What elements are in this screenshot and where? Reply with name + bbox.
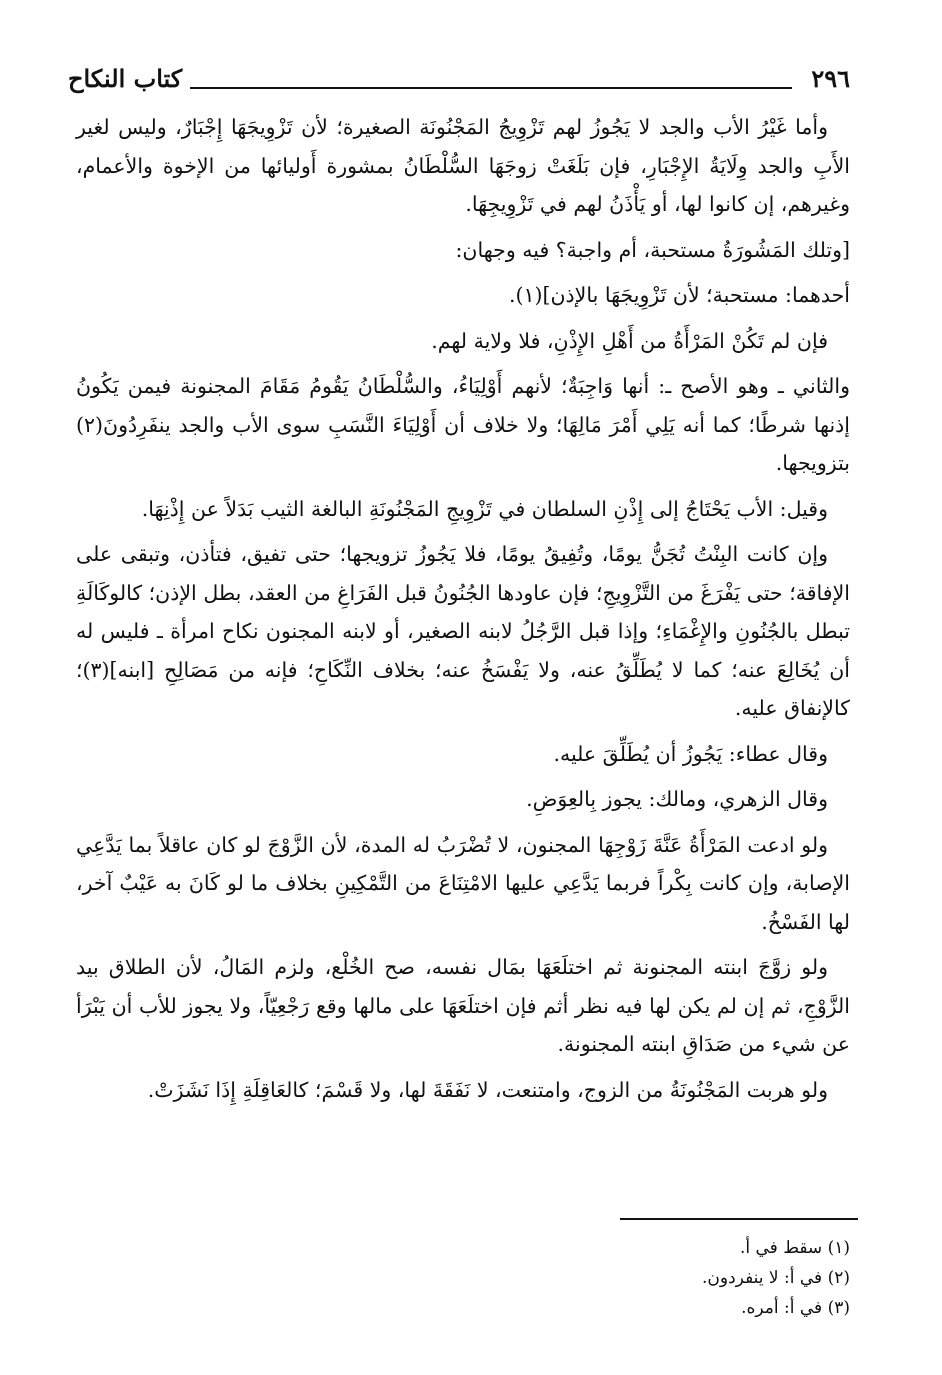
paragraph: ولو ادعت المَرْأَةُ عَنَّةَ زَوْجِهَا المجنون، لا تُضْرَبُ له المدة، لأن الزَّوْجَ لو كان عاقلاً بما يَدَّعِي الإصابة، وإن كانت بِكْراً فربما يَدَّعِي عليها الامْتِنَاعَ من التَّمْكِينِ بخلاف ما لو كَانَ به عَيْبٌ آخر، لها الفَسْخُ. (76, 832, 850, 934)
paragraph: وأما غَيْرُ الأب والجد لا يَجُوزُ لهم تَزْوِيجُ المَجْنُونَة الصغيرة؛ لأن تَزْوِيجَهَا إِجْبَارٌ، وليس لغير الأَبِ والجد وِلَايَةُ الإِجْبَارِ، فإن بَلَغَتْ زوجَهَا السُّلْطَانُ بمشورة أَوليائها من الإخوة والأعمام، وغيرهم، إن كانوا لها، أو يَأْذَنُ لهم في تَزْوِيجِهَا. (76, 115, 850, 216)
paragraph: وقال عطاء: يَجُوزُ أن يُطَلِّقَ عليه. (553, 741, 828, 766)
header-rule (190, 87, 792, 89)
book-title: كتاب النكاح (68, 63, 183, 93)
paragraph: وإن كانت البِنْتُ تُجَنُّ يومًا، وتُفِيقُ يومًا، فلا يَجُوزُ تزويجها؛ حتى تفيق، فتأذن، وتبقى على الإفاقة؛ حتى يَفْرَغَ من التَّزْوِيجِ؛ فإن عاودها الجُنُونُ قبل الفَرَاغِ من العقد، بطل الإذن؛ كالوكَالَةِ تبطل بالجُنُونِ والإِغْمَاءِ؛ وإذا قبل الرَّجُلُ لابنه الصغير، أو لابنه المجنون نكاح امرأة ـ فليس له أن يُخَالِعَ عنه؛ كما لا يُطَلِّقُ عنه، ولا يَفْسَخُ عنه؛ بخلاف النِّكَاحِ؛ فإنه من مَصَالِحِ [ابنه](٣)؛ كالإنفاق عليه. (76, 542, 850, 720)
footnote-rule (620, 1218, 858, 1220)
paragraph: وقال الزهري، ومالك: يجوز بِالعِوَضِ. (526, 787, 828, 811)
page-number: ٢٩٦ (811, 63, 850, 93)
paragraph: وقيل: الأب يَحْتَاجُ إلى إِذْنِ السلطان في تَزْوِيجِ المَجْنُونَةِ البالغة الثيب بَدَلاً عن إِذْنِهَا. (141, 496, 828, 521)
main-text (76, 108, 850, 1116)
footnote: (٢) في أ: لا ينفردون. (702, 1268, 850, 1288)
footnote: (١) سقط في أ. (739, 1238, 850, 1258)
paragraph: [وتلك المَشُورَةُ مستحبة، أم واجبة؟ فيه وجهان: (455, 237, 850, 262)
running-header (68, 58, 850, 98)
footnotes (450, 1233, 850, 1323)
paragraph: أحدهما: مستحبة؛ لأن تَزْوِيجَهَا بالإذن](١). (508, 283, 850, 307)
paragraph: فإن لم تَكُنْ المَرْأَةُ من أَهْلِ الإِذْنِ، فلا ولاية لهم. (431, 328, 828, 353)
footnote: (٣) في أ: أمره. (741, 1298, 850, 1318)
paragraph: ولو هربت المَجْنُونَةُ من الزوج، وامتنعت، لا نَفَقَةَ لها، ولا قَسْمَ؛ كالعَاقِلَةِ إِذَا نَشَزَتْ. (147, 1077, 828, 1102)
paragraph: ولو زوَّجَ ابنته المجنونة ثم اختلَعَهَا بمَال نفسه، صح الخُلْع، ولزم المَالُ، لأن الطلاق بيد الزَّوْجِ، ثم إن لم يكن لها فيه نظر أثم فإن اختلَعَهَا على مالها وقع رَجْعِيّاً، ولا يجوز للأب أن يَبْرَأ عن شيء من صَدَاقِ ابنته المجنونة. (76, 955, 850, 1056)
paragraph: والثاني ـ وهو الأصح ـ: أنها وَاجِبَةٌ؛ لأنهم أَوْلِيَاءُ، والسُّلْطَانُ يَقُومُ مَقَامَ المجنونة فيمن يَكُونُ إذنها شرطًا؛ كما أنه يَلِي أَمْرَ مَالِهَا؛ ولا خلاف أن أَوْلِيَاءَ النَّسَبِ سوى الأب والجد ينفَرِدُونَ(٢) بتزويجها. (76, 374, 850, 475)
